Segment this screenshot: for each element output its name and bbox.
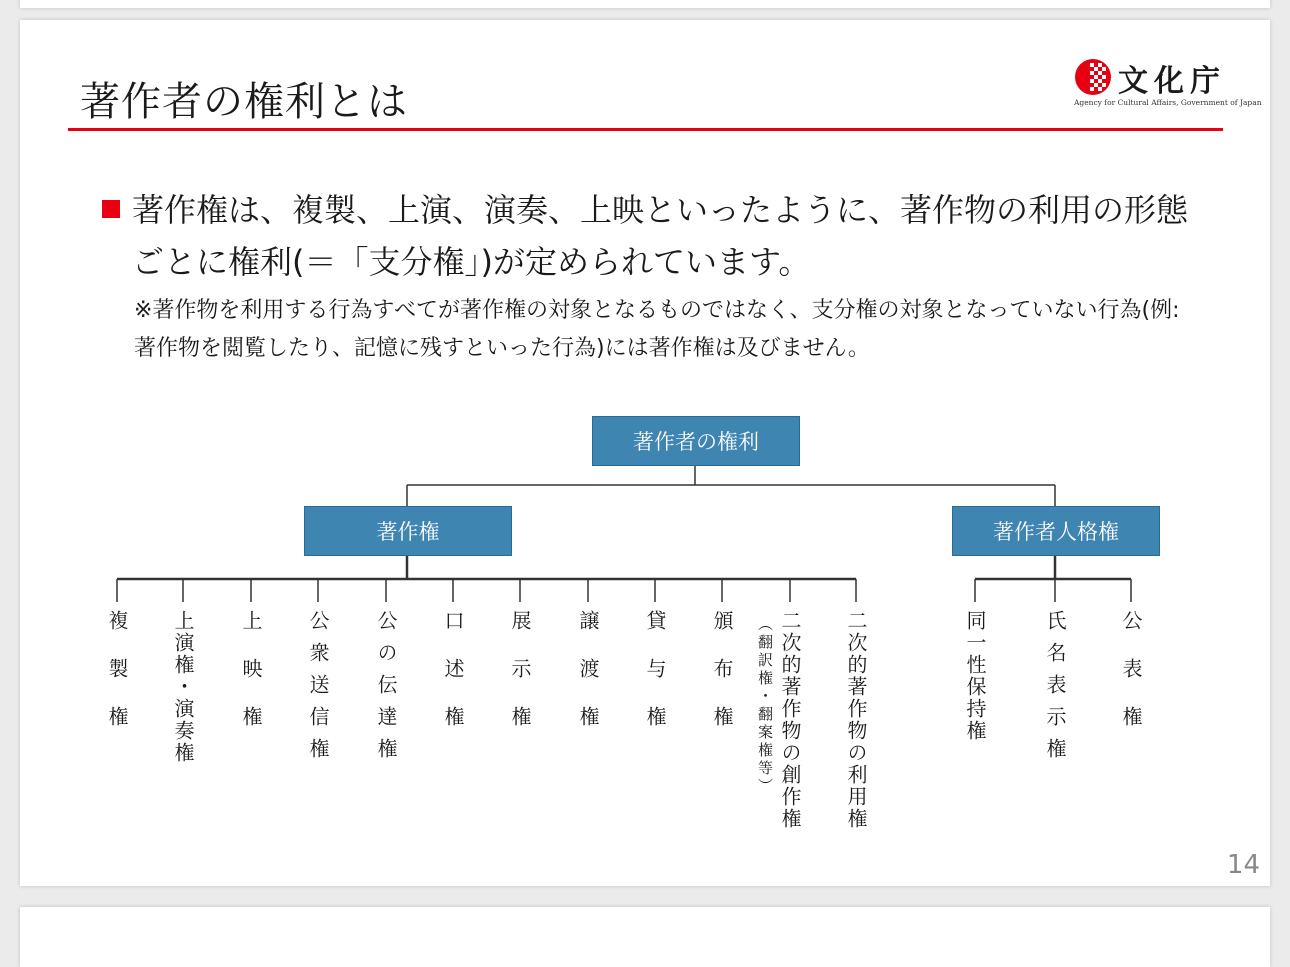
right-lending: 貸与権 xyxy=(643,610,667,754)
box-moral-rights: 著作者人格権 xyxy=(952,506,1160,556)
right-attribution: 氏名表示権 xyxy=(1043,610,1067,770)
next-slide-edge xyxy=(20,907,1270,967)
right-derivative-use: 二次的著作物の利用権 xyxy=(844,610,868,830)
page-number: 14 xyxy=(1226,850,1260,880)
previous-slide-edge xyxy=(20,0,1270,8)
right-derivative-creation-note: （翻訳権・翻案権等） xyxy=(756,616,774,796)
agency-logo-name: 文化庁 xyxy=(1118,64,1226,99)
right-integrity: 同一性保持権 xyxy=(963,610,987,742)
right-recitation: 口述権 xyxy=(441,610,465,754)
right-screening: 上映権 xyxy=(239,610,263,754)
right-publication: 公表権 xyxy=(1119,610,1143,754)
right-performance: 上演権・演奏権 xyxy=(171,610,195,764)
root-box-author-rights: 著作者の権利 xyxy=(592,416,800,466)
right-transfer: 譲渡権 xyxy=(576,610,600,754)
right-distribution: 頒布権 xyxy=(710,610,734,754)
right-reproduction: 複製権 xyxy=(105,610,129,754)
slide xyxy=(20,20,1270,886)
right-exhibition: 展示権 xyxy=(508,610,532,754)
main-bullet-text: 著作権は、複製、上演、演奏、上映といったように、著作物の利用の形態ごとに権利(＝「支分権」)が定められています。 xyxy=(132,191,1189,281)
note-text: ※著作物を利用する行為すべてが著作権の対象となるものではなく、支分権の対象となっていない行為(例:著作物を閲覧したり、記憶に残すといった行為)には著作権は及びません。 xyxy=(134,298,1180,361)
box-copyright: 著作権 xyxy=(304,506,512,556)
slide-title: 著作者の権利とは xyxy=(80,79,408,125)
agency-logo-subtitle: Agency for Cultural Affairs, Government of Japan xyxy=(1074,98,1262,107)
right-public-communication: 公の伝達権 xyxy=(374,610,398,770)
right-public-transmission: 公衆送信権 xyxy=(306,610,330,770)
right-derivative-creation: 二次的著作物の創作権 xyxy=(778,610,802,830)
